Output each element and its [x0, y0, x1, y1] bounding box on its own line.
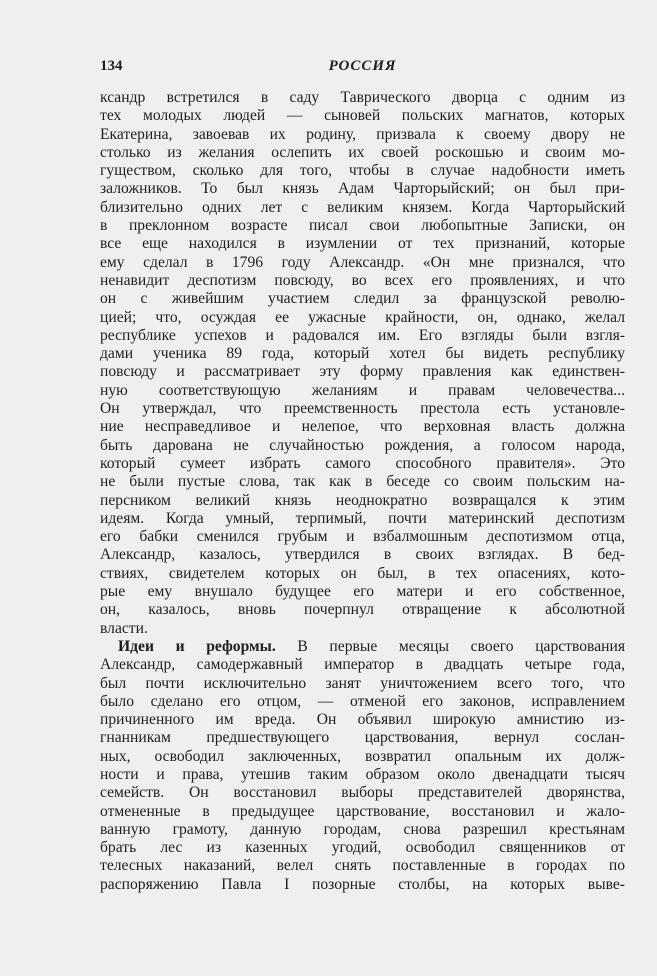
text-line: республике успехов и радовался им. Его взгляды были взгля- [100, 326, 625, 344]
text-line: дами ученика 89 года, который хотел бы видеть республику [100, 345, 625, 363]
text-line: повсюду и рассматривает эту форму правления как единствен- [100, 363, 625, 381]
text-line: его бабки сменился грубым и взбалмошным деспотизмом отца, [100, 528, 625, 546]
text-line: гуществом, сколько для того, чтобы в случае надобности иметь [100, 162, 625, 180]
text-line: все еще находился в изумлении от тех признаний, которые [100, 235, 625, 253]
page-number: 134 [100, 58, 123, 74]
text-line: цией; что, осуждая ее ужасные крайности, он, однако, желал [100, 308, 625, 326]
text-line: тех молодых людей — сыновей польских магнатов, которых [100, 107, 625, 125]
text-line: телесных наказаний, велел снять поставленные в городах по [100, 857, 625, 875]
text-line: причиненного им вреда. Он объявил широкую амнистию из- [100, 711, 625, 729]
text-line: столько из желания ослепить их своей роскошью и своим мо- [100, 143, 625, 161]
text-line: власти. [100, 619, 148, 637]
text-line: быть дарована не случайностью рождения, а голосом народа, [100, 436, 625, 454]
paragraph [100, 656, 625, 894]
text-line: который сумеет избрать самого способного правителя». Это [100, 454, 625, 472]
text-line: не были пустые слова, так как в беседе со своим польским на- [100, 473, 625, 491]
text-line: был почти исключительно занят уничтожением всего того, что [100, 674, 625, 692]
paragraph [100, 89, 625, 638]
text-line: ную соответствующую желаниям и правам человечества... [100, 381, 625, 399]
text-line: отмененные в предыдущее царствование, восстановил и жало- [100, 802, 625, 820]
text-line: ности и права, утешив таким образом около двенадцати тысяч [100, 765, 625, 783]
section-first-line: В первые месяцы своего царствования [275, 637, 625, 655]
section-heading: Идеи и реформы. [118, 637, 276, 655]
running-title: РОССИЯ [328, 58, 397, 74]
text-line: ванную грамоту, данную городам, снова разрешил крестьянам [100, 820, 625, 838]
text-line: ствиях, свидетелем которых он был, в тех опасениях, кото- [100, 564, 625, 582]
text-line: идеям. Когда умный, терпимый, почти материнский деспотизм [100, 509, 625, 527]
text-line: персником великий князь неоднократно возвращался к этим [100, 491, 625, 509]
text-line: Он утверждал, что преемственность престола есть установле- [100, 400, 625, 418]
text-line: он, казалось, вновь почерпнул отвращение к абсолютной [100, 601, 625, 619]
text-line: распоряжению Павла I позорные столбы, на которых выве- [100, 875, 625, 893]
text-line: в преклонном возрасте писал свои любопытные Записки, он [100, 217, 625, 235]
section-heading-line [100, 638, 625, 656]
text-line: ных, освободил заключенных, возвратил опальным их долж- [100, 747, 625, 765]
text-line: гнанникам предшествующего царствования, вернул сослан- [100, 729, 625, 747]
text-line: брать лес из казенных угодий, освободил священников от [100, 839, 625, 857]
text-line: Екатерина, завоевав их родину, призвала к своему двору не [100, 125, 625, 143]
page-body [100, 89, 625, 894]
text-line: ему сделал в 1796 году Александр. «Он мне признался, что [100, 253, 625, 271]
text-line: Александр, самодержавный император в двадцать четыре года, [100, 656, 625, 674]
running-header [100, 58, 625, 78]
text-line: было сделано его отцом, — отменой его законов, исправлением [100, 692, 625, 710]
text-line: близительно одних лет с великим князем. Когда Чарторыйский [100, 198, 625, 216]
text-line: рые ему внушало будущее его матери и его собственное, [100, 583, 625, 601]
text-line: ненавидит деспотизм повсюду, во всех его проявлениях, и что [100, 271, 625, 289]
text-line: семейств. Он восстановил выборы представителей дворянства, [100, 784, 625, 802]
text-line: ние несправедливое и нелепое, что верховная власть должна [100, 418, 625, 436]
text-line: он с живейшим участием следил за французской револю- [100, 290, 625, 308]
text-line: ксандр встретился в саду Таврического дворца с одним из [100, 89, 625, 106]
text-line: заложников. То был князь Адам Чарторыйский; он был при- [100, 180, 625, 198]
text-line: Александр, казалось, утвердился в своих взглядах. В бед- [100, 546, 625, 564]
